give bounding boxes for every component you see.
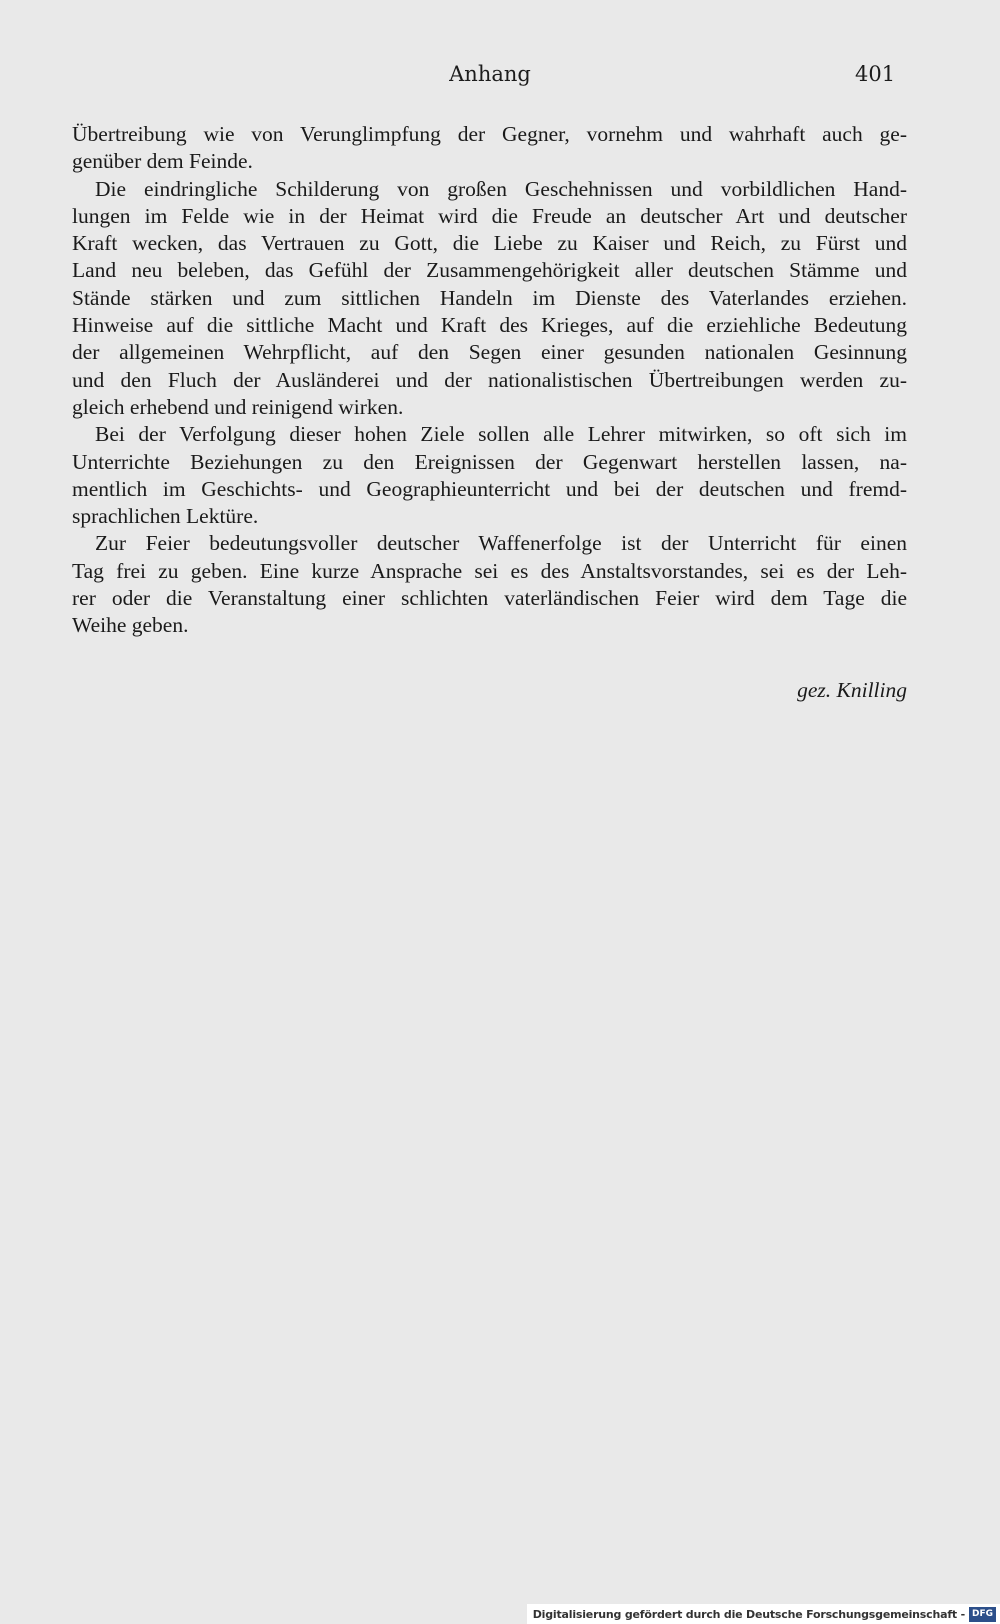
dfg-logo: DFG — [969, 1607, 996, 1622]
digitization-credit-bar — [527, 1604, 1000, 1624]
body-text — [72, 121, 907, 640]
text-line: gleich erhebend und reinigend wirken. — [72, 394, 404, 419]
text-line: rer oder die Veranstaltung einer schlichten vaterländischen Feier wird dem Tage die — [72, 586, 907, 611]
digitization-credit: Digitalisierung gefördert durch die Deutsche Forschungsgemeinschaft - — [532, 1607, 965, 1621]
text-line: Weihe geben. — [72, 613, 189, 638]
text-line: der allgemeinen Wehrpflicht, auf den Segen einer gesunden nationalen Gesinnung — [72, 340, 907, 365]
text-line: Hinweise auf die sittliche Macht und Kraft des Krieges, auf die erziehliche Bedeutung — [72, 313, 907, 338]
text-line: und den Fluch der Ausländerei und der nationalistischen Übertreibungen werden zu- — [72, 367, 907, 392]
text-line: Übertreibung wie von Verunglimpfung der Gegner, vornehm und wahrhaft auch ge- — [72, 122, 907, 146]
signature: gez. Knilling — [797, 678, 907, 702]
text-line: Kraft wecken, das Vertrauen zu Gott, die Liebe zu Kaiser und Reich, zu Fürst und — [72, 231, 907, 256]
text-line: Land neu beleben, das Gefühl der Zusammengehörigkeit aller deutschen Stämme und — [72, 258, 907, 283]
text-line: Bei der Verfolgung dieser hohen Ziele sollen alle Lehrer mitwirken, so oft sich im — [95, 422, 907, 447]
text-line: genüber dem Feinde. — [72, 149, 253, 174]
text-line: Zur Feier bedeutungsvoller deutscher Waffenerfolge ist der Unterricht für einen — [95, 531, 907, 556]
text-line: Tag frei zu geben. Eine kurze Ansprache sei es des Anstaltsvorstandes, sei es der Leh- — [72, 558, 907, 583]
text-line: Die eindringliche Schilderung von großen Geschehnissen und vorbildlichen Hand- — [95, 176, 907, 201]
text-line: sprachlichen Lektüre. — [72, 504, 259, 529]
text-line: Unterrichte Beziehungen zu den Ereignissen der Gegenwart herstellen lassen, na- — [72, 449, 907, 474]
text-line: lungen im Felde wie in der Heimat wird die Freude an deutscher Art und deutscher — [72, 203, 907, 228]
text-line: Stände stärken und zum sittlichen Handeln im Dienste des Vaterlandes erziehen. — [72, 285, 907, 310]
text-line: mentlich im Geschichts- und Geographieunterricht und bei der deutschen und fremd- — [72, 476, 907, 501]
page-number: 401 — [855, 62, 896, 86]
running-header: Anhang — [449, 62, 531, 86]
